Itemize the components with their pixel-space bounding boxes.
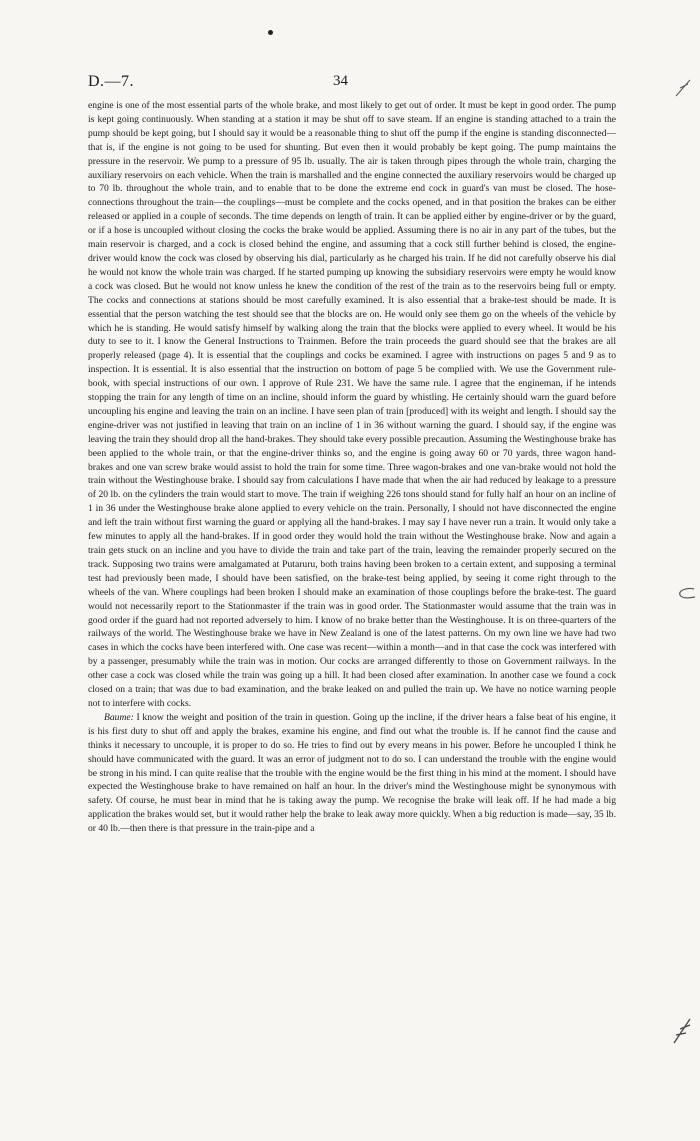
page-header xyxy=(88,73,618,95)
body-text xyxy=(88,99,616,836)
ink-dot xyxy=(268,30,273,35)
paragraph-2-text: I know the weight and position of the train in question. Going up the incline, if the driver hears a false beat of his engine, it is his first duty to shut off and apply the brakes, examine his engine, and find out what the trouble is. If he cannot find the cause and thinks it necessary to uncouple, it is proper to do so. He tries to find out by every means in his power. Before he uncoupled I think he should have communicated with the guard. It was an error of judgment not to do so. I can understand the trouble with the engine would be strong in his mind. I can quite realise that the trouble with the engine would be the first thing in his mind at the moment. I should have expected the Westinghouse brake to have remained on half an hour. In the driver's mind the Westinghouse might be synonymous with safety. Of course, he must bear in mind that he is taking away the pump. We recognise the brake will leak off. If he had made a big application the brakes would set, but it would rather help the brake to leak away more quickly. When a big reduction is made—say, 35 lb. or 40 lb.—then there is that pressure in the train-pipe and a xyxy=(88,711,616,835)
page-number: 34 xyxy=(333,73,348,89)
speaker-name: Baume: xyxy=(104,711,134,723)
paragraph-2 xyxy=(88,711,616,836)
paragraph-1: engine is one of the most essential parts of the whole brake, and most likely to get out of order. It must be kept in good order. The pump is kept going continuously. When standing at a station it may be shut off to save steam. If an engine is standing attached to a train the pump should be kept going, but I should say it would be a reasonable thing to shut off the pump if the engine is standing disconnected—that is, if the engine is not going to be used for shunting. But even then it would probably be kept going. The pump maintains the pressure in the reservoir. We pump to a pressure of 95 lb. usually. The air is taken through pipes through the whole train, charging the auxiliary reservoirs on each vehicle. When the train is marshalled and the engine connected the auxiliary reservoirs would be charged up to 70 lb. throughout the whole train, and to enable that to be done the extreme end cock in guard's van must be closed. The hose-connections throughout the train—the couplings—must be complete and the cocks opened, and in that position the brakes can be either released or applied in a couple of seconds. The time depends on length of train. It can be applied either by engine-driver or by the guard, or if a hose is uncoupled without closing the cocks the brake would be applied. Assuming there is no air in any part of the tubes, but the main reservoir is charged, and a cock is closed behind the engine, and assuming that a cock still further behind is closed, the engine-driver would know the cock was closed by observing his dial, particularly as he charged his train. If he did not carefully observe his dial he would not know the whole train was charged. If he started pumping up knowing the subsidiary reservoirs were empty he would know a cock was closed. But he would not know unless he knew the condition of the rest of the train as to the reservoirs being full or empty. The cocks and connections at stations should be most carefully examined. It is also essential that a brake-test should be made. It is essential that the person watching the test should see that the blocks are on. He would only see them go on the wheels of the vehicle by which he is standing. He would satisfy himself by walking along the train that the blocks were applied to every wheel. It would be his duty to see to it. I know the General Instructions to Trainmen. Before the train proceeds the guard should see that the brakes are all properly released (page 4). It is essential that the couplings and cocks be examined. I agree with instructions on pages 5 and 9 as to inspection. It is essential. It is also essential that the instruction on bottom of page 5 be complied with. We use the Government rule-book, with special instructions of our own. I approve of Rule 231. We have the same rule. I agree that the engineman, if he intends stopping the train for any length of time on an incline, should inform the guard by whistling. He certainly should warn the guard before uncoupling his engine and leaving the train on an incline. I have seen plan of train [produced] with its weight and length. I should say the engine-driver was not justified in leaving that train on an incline of 1 in 36 without warning the guard. I should say, if the engine was leaving the train they should drop all the hand-brakes. They should take every possible precaution. Assuming the Westinghouse brake has been applied to the whole train, or that the engine-driver thinks so, and the engine is going away 60 or 70 yards, three wagon hand-brakes and one van screw brake would assist to hold the train for some time. Three wagon-brakes and one van-brake would not hold the train without the Westinghouse brake. I should say from calculations I have made that when the air had reduced by leakage to a pressure of 20 lb. on the cylinders the train would start to move. The train if weighing 226 tons should stand for fully half an hour on an incline of 1 in 36 under the Westinghouse brake alone applied to every vehicle on the train. Personally, I should not have disconnected the engine and left the train without first warning the guard or applying all the hand-brakes. I may say I have never run a train. It would only take a few minutes to apply all the hand-brakes. If in good order they would hold the train without the Westinghouse brake. Now and again a train gets stuck on an incline and you have to divide the train and take part of the train, leaving the remainder properly secured on the track. Supposing two trains were amalgamated at Putaruru, both trains having been broken to a certain extent, and supposing a terminal test had previously been made, I should have been satisfied, on the brake-test being applied, by seeing it come right through to the wheels of the van. Where couplings had been broken I should make an examination of those couplings before the brake-test. The guard would not necessarily report to the Stationmaster if the train was in good order. The Stationmaster would assume that the train was in good order if the guard had not reported adversely to him. I know of no brake better than the Westinghouse. It is on three-quarters of the railways of the world. The Westinghouse brake we have in New Zealand is one of the latest patterns. On my own line we have had two cases in which the cocks have been interfered with. One case was recent—within a month—and in that case the cock was interfered with by a passenger, presumably while the train was in motion. Our cocks are arranged differently to those on Government railways. In the other case a cock was closed while the train was going up a hill. It had been closed after examination. In another case we found a cock closed on a train; that was due to bad examination, and the brake leaked on and pulled the train up. We have no notice warning people not to interfere with cocks. xyxy=(88,100,616,709)
margin-mark-top xyxy=(674,78,692,98)
margin-mark-bottom xyxy=(670,1015,694,1045)
document-reference: D.—7. xyxy=(88,73,135,90)
margin-mark-middle xyxy=(674,585,696,603)
